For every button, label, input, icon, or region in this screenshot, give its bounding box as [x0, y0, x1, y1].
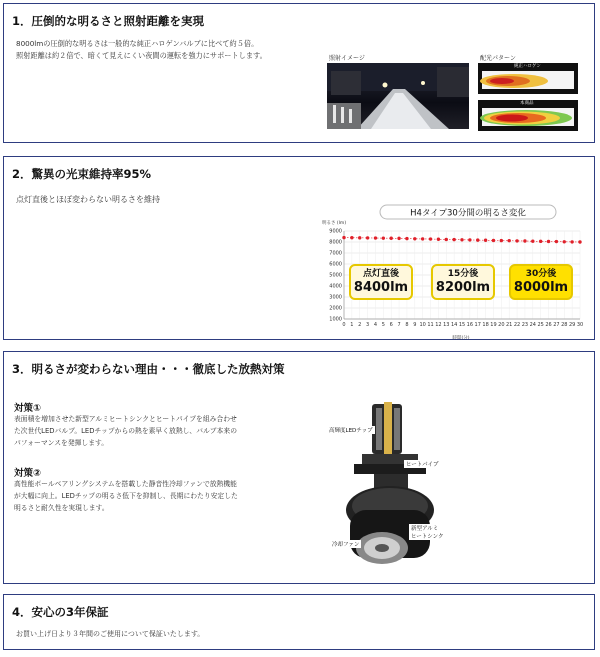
- data-point: [555, 240, 558, 243]
- section-lumen-maintenance: [3, 156, 595, 340]
- measure-2-title: 対策②: [14, 468, 42, 479]
- callout-15min-label: 15分後: [447, 269, 479, 279]
- x-tick-label: 22: [513, 322, 521, 328]
- data-point: [508, 239, 511, 242]
- x-tick-label: 19: [490, 322, 497, 328]
- data-point: [382, 236, 385, 239]
- product-beam-pattern: [478, 100, 578, 131]
- chart-title: H4タイプ30分間の明るさ変化: [410, 208, 526, 219]
- x-tick-label: 2: [358, 322, 362, 328]
- x-tick-label: 26: [545, 322, 552, 328]
- callout-start-value: 8400lm: [353, 280, 409, 295]
- data-point: [578, 240, 581, 243]
- measure-2-line-2: が大幅に向上。LEDチップの明るさ低下を抑制し、長期にわたり安定した: [14, 492, 238, 500]
- x-tick-label: 15: [458, 322, 466, 328]
- x-tick-label: 17: [474, 322, 481, 328]
- y-tick-label: 4000: [329, 283, 342, 290]
- data-point: [342, 236, 345, 239]
- data-point: [531, 240, 534, 243]
- data-point: [468, 238, 471, 241]
- pattern-halogen: [478, 63, 578, 94]
- night-road-photo: [327, 63, 469, 129]
- x-tick-label: 24: [529, 322, 536, 328]
- data-point: [492, 239, 495, 242]
- illumination-image: [327, 63, 469, 129]
- x-tick-label: 5: [381, 322, 385, 328]
- callout-led-chip: 高輝度LEDチップ: [329, 428, 373, 434]
- x-tick-label: 3: [366, 322, 370, 328]
- data-point: [570, 240, 573, 243]
- data-point: [350, 236, 353, 239]
- chart-y-label: 明るさ (lm): [322, 221, 347, 226]
- callout-heat-sink-1: 新型アルミ: [411, 526, 439, 532]
- section1-body-line-2: 照射距離は約２倍で、暗くて見えにくい夜間の運転を強力にサポートします。: [16, 51, 267, 60]
- section1-title: 1．圧倒的な明るさと照射距離を実現: [12, 14, 204, 28]
- x-tick-label: 9: [413, 322, 417, 328]
- x-tick-label: 20: [498, 322, 505, 328]
- x-tick-label: 7: [397, 322, 401, 328]
- halogen-beam-pattern: [478, 63, 578, 94]
- measure-1-title: 対策①: [14, 403, 42, 414]
- data-point: [366, 236, 369, 239]
- chart-x-label: 時間(分): [452, 336, 470, 341]
- data-point: [437, 238, 440, 241]
- section-warranty: [3, 594, 595, 650]
- data-point: [397, 237, 400, 240]
- x-tick-label: 21: [506, 322, 513, 328]
- data-point: [523, 239, 526, 242]
- data-point: [358, 236, 361, 239]
- x-tick-label: 1: [350, 322, 354, 328]
- callout-30min-label: 30分後: [525, 269, 557, 279]
- data-point: [413, 237, 416, 240]
- data-point: [476, 238, 479, 241]
- section-brightness: [3, 3, 595, 143]
- data-point: [421, 237, 424, 240]
- section2-body: 点灯直後とほぼ変わらない明るさを維持: [16, 195, 160, 204]
- x-tick-label: 25: [537, 322, 544, 328]
- x-tick-label: 18: [482, 322, 489, 328]
- x-tick-label: 13: [443, 322, 450, 328]
- data-point: [405, 237, 408, 240]
- callout-box-15min: [431, 264, 495, 300]
- y-tick-label: 5000: [329, 272, 342, 279]
- data-point: [452, 238, 455, 241]
- x-tick-label: 27: [553, 322, 560, 328]
- data-point: [460, 238, 463, 241]
- y-tick-label: 9000: [329, 228, 342, 235]
- measure-1-line-2: た次世代LEDバルブ。LEDチップからの熱を素早く放熱し、バルブ本来の: [14, 427, 237, 435]
- y-tick-label: 2000: [329, 305, 342, 312]
- data-point: [484, 239, 487, 242]
- x-tick-label: 6: [389, 322, 393, 328]
- x-tick-label: 14: [450, 322, 458, 328]
- pattern-product: [478, 100, 578, 131]
- x-tick-label: 29: [568, 322, 576, 328]
- pattern-halogen-label: 純正ハロゲン: [514, 64, 541, 69]
- callout-cooling-fan: 冷却ファン: [332, 542, 360, 548]
- callout-box-30min: [509, 264, 573, 300]
- measure-1-line-3: パフォーマンスを発揮します。: [14, 439, 109, 447]
- measure-2-line-3: 明るさと耐久性を実現します。: [14, 504, 109, 512]
- callout-15min-value: 8200lm: [435, 280, 491, 295]
- led-bulb-illustration: [324, 398, 464, 578]
- y-tick-label: 7000: [329, 250, 342, 257]
- illumination-image-label: 照射イメージ: [329, 55, 365, 62]
- data-point: [445, 238, 448, 241]
- callout-heat-sink-2: ヒートシンク: [411, 534, 444, 540]
- callout-heat-pipe: ヒートパイプ: [406, 462, 439, 468]
- x-tick-label: 30: [576, 322, 584, 328]
- x-tick-label: 4: [373, 322, 378, 328]
- data-point: [547, 240, 550, 243]
- callout-box-start: [349, 264, 413, 300]
- callout-30min-value: 8000lm: [513, 280, 569, 295]
- section4-body: お買い上げ日より３年間のご使用について保証いたします。: [16, 630, 205, 638]
- measure-1-line-1: 表面積を増加させた新型アルミヒートシンクとヒートパイプを組み合わせ: [14, 415, 237, 423]
- y-tick-label: 3000: [329, 294, 342, 301]
- light-pattern-label: 配光パターン: [480, 55, 516, 62]
- data-point: [500, 239, 503, 242]
- x-tick-label: 23: [521, 322, 529, 328]
- x-tick-label: 12: [435, 322, 442, 328]
- data-point: [429, 237, 432, 240]
- data-point: [515, 239, 518, 242]
- y-tick-label: 8000: [329, 239, 342, 246]
- callout-start-label: 点灯直後: [362, 269, 399, 279]
- x-tick-label: 28: [561, 322, 568, 328]
- section1-body-line-1: 8000lmの圧倒的な明るさは一般的な純正ハロゲンバルブに比べて約５倍。: [16, 39, 259, 48]
- y-tick-label: 6000: [329, 261, 342, 268]
- pattern-product-label: 本商品: [520, 101, 534, 106]
- section4-title: 4．安心の3年保証: [12, 605, 109, 619]
- y-tick-label: 1000: [329, 316, 342, 323]
- x-tick-label: 10: [419, 322, 426, 328]
- measure-2-line-1: 高性能ボールベアリングシステムを搭載した静音性冷却ファンで放熱機能: [14, 480, 237, 488]
- x-tick-label: 16: [466, 322, 474, 328]
- data-point: [563, 240, 566, 243]
- section3-title: 3．明るさが変わらない理由・・・徹底した放熱対策: [12, 362, 285, 376]
- x-tick-label: 0: [342, 322, 346, 328]
- section2-title: 2．驚異の光束維持率95%: [12, 167, 152, 181]
- section-heat-dissipation: [3, 351, 595, 584]
- x-tick-label: 8: [405, 322, 409, 328]
- x-tick-label: 11: [427, 322, 434, 328]
- data-point: [390, 237, 393, 240]
- data-point: [374, 236, 377, 239]
- data-point: [539, 240, 542, 243]
